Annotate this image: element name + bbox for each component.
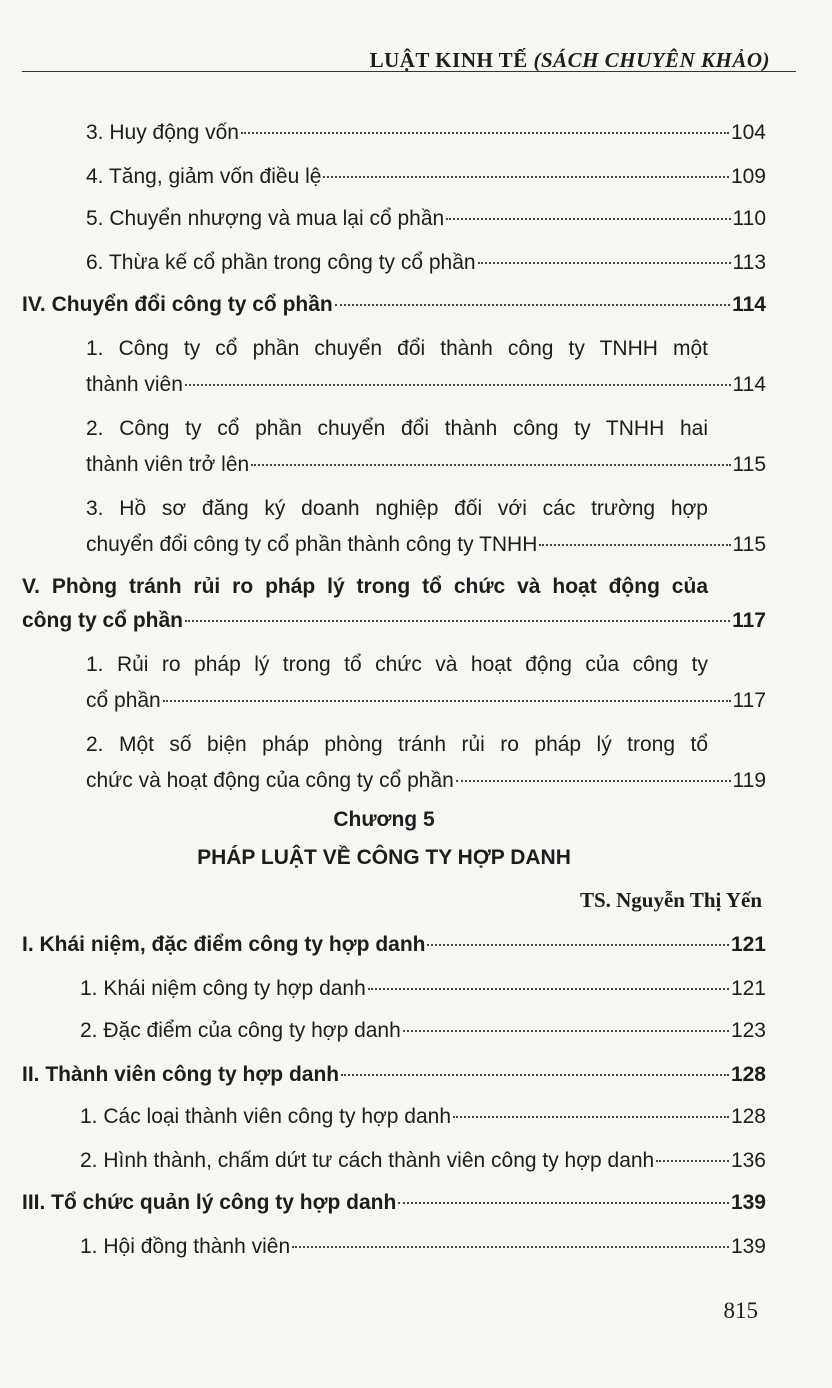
toc-section-label: IV. Chuyển đổi công ty cổ phần: [22, 293, 333, 316]
toc-section-label: I. Khái niệm, đặc điểm công ty hợp danh: [22, 933, 426, 956]
toc-entry-label: 2. Hình thành, chấm dứt tư cách thành viên công ty hợp danh: [80, 1149, 655, 1172]
toc-entry[interactable]: [86, 370, 766, 400]
toc-entry-page: 115: [732, 533, 766, 556]
leader-dots: [539, 544, 730, 546]
toc-section-ii[interactable]: [22, 1060, 766, 1090]
toc-entry[interactable]: [86, 766, 766, 796]
chapter-author: TS. Nguyễn Thị Yến: [579, 888, 762, 912]
chapter-title: PHÁP LUẬT VỀ CÔNG TY HỢP DANH: [197, 846, 571, 869]
toc-entry-label: thành viên trở lên: [86, 453, 250, 476]
toc-section-line1: V. Phòng tránh rủi ro pháp lý trong tổ chức và hoạt động của: [22, 575, 708, 598]
toc-entry-label: chức và hoạt động của công ty cổ phần: [86, 769, 454, 792]
toc-section-page: 128: [730, 1063, 766, 1086]
leader-dots: [398, 1202, 729, 1204]
leader-dots: [163, 700, 731, 702]
toc-entry-page: 113: [732, 251, 766, 274]
toc-entry-page: 114: [732, 373, 766, 396]
toc-entry[interactable]: [86, 248, 766, 278]
leader-dots: [292, 1246, 729, 1248]
book-title: LUẬT KINH TẾ: [369, 48, 528, 72]
leader-dots: [185, 384, 731, 386]
toc-entry-label: 6. Thừa kế cổ phần trong công ty cổ phần: [86, 251, 476, 274]
toc-entry-page: 136: [730, 1149, 766, 1172]
toc-entry[interactable]: [80, 974, 766, 1004]
toc-section-page: 139: [730, 1191, 766, 1214]
leader-dots: [456, 780, 731, 782]
toc-entry[interactable]: [86, 162, 766, 192]
toc-section-v[interactable]: [22, 606, 766, 636]
chapter-number: Chương 5: [333, 808, 435, 831]
toc-entry-line1: 1. Rủi ro pháp lý trong tổ chức và hoạt động của công ty: [86, 653, 708, 676]
toc-entry[interactable]: [86, 686, 766, 716]
toc-entry-label: 5. Chuyển nhượng và mua lại cổ phần: [86, 207, 445, 230]
leader-dots: [656, 1160, 729, 1162]
leader-dots: [251, 464, 730, 466]
toc-entry[interactable]: [86, 530, 766, 560]
toc-entry-page: 121: [730, 977, 766, 1000]
toc-entry-line1: 1. Công ty cổ phần chuyển đổi thành công ty TNHH một: [86, 337, 708, 360]
toc-section-i[interactable]: [22, 930, 766, 960]
toc-entry-label: cổ phần: [86, 689, 161, 712]
toc-entry[interactable]: [80, 1232, 766, 1262]
toc-section-label: công ty cổ phần: [22, 609, 184, 632]
toc-section-iv[interactable]: [22, 290, 766, 320]
toc-section-page: 121: [730, 933, 766, 956]
toc-entry-page: 104: [730, 121, 766, 144]
toc-entry-label: 1. Các loại thành viên công ty hợp danh: [80, 1105, 452, 1128]
toc-entry-page: 119: [732, 769, 766, 792]
toc-section-iii[interactable]: [22, 1188, 766, 1218]
toc-entry-label: 1. Hội đồng thành viên: [80, 1235, 291, 1258]
leader-dots: [368, 988, 729, 990]
toc-entry[interactable]: [80, 1016, 766, 1046]
toc-entry-page: 109: [730, 165, 766, 188]
toc-entry-label: 1. Khái niệm công ty hợp danh: [80, 977, 366, 1000]
toc-entry-line1: 2. Công ty cổ phần chuyển đổi thành công ty TNHH hai: [86, 417, 708, 440]
leader-dots: [446, 218, 730, 220]
toc-entry[interactable]: [80, 1102, 766, 1132]
toc-entry-line1: 2. Một số biện pháp phòng tránh rủi ro pháp lý trong tổ: [86, 733, 708, 756]
toc-entry[interactable]: [86, 118, 766, 148]
toc-entry-label: 2. Đặc điểm của công ty hợp danh: [80, 1019, 401, 1042]
leader-dots: [453, 1116, 729, 1118]
toc-entry[interactable]: [86, 450, 766, 480]
toc-entry[interactable]: [80, 1146, 766, 1176]
toc-section-page: 117: [732, 609, 766, 632]
leader-dots: [341, 1074, 729, 1076]
leader-dots: [323, 176, 729, 178]
toc-entry-page: 115: [732, 453, 766, 476]
toc-section-page: 114: [732, 293, 766, 316]
leader-dots: [427, 944, 728, 946]
leader-dots: [241, 132, 729, 134]
toc-entry-label: 3. Huy động vốn: [86, 121, 239, 144]
page-number: 815: [723, 1298, 758, 1323]
toc-entry-label: 4. Tăng, giảm vốn điều lệ: [86, 165, 322, 188]
toc-section-label: II. Thành viên công ty hợp danh: [22, 1063, 340, 1086]
toc-entry-page: 110: [732, 207, 766, 230]
toc-entry-page: 128: [730, 1105, 766, 1128]
leader-dots: [403, 1030, 729, 1032]
toc-entry-page: 123: [730, 1019, 766, 1042]
toc-entry-page: 117: [732, 689, 766, 712]
leader-dots: [478, 262, 731, 264]
book-subtitle: (SÁCH CHUYÊN KHẢO): [533, 48, 770, 72]
toc-entry-label: chuyển đổi công ty cổ phần thành công ty TNHH: [86, 533, 538, 556]
leader-dots: [335, 304, 730, 306]
leader-dots: [185, 620, 730, 622]
toc-entry[interactable]: [86, 204, 766, 234]
toc-entry-line1: 3. Hồ sơ đăng ký doanh nghiệp đối với các trường hợp: [86, 497, 708, 520]
toc-section-label: III. Tổ chức quản lý công ty hợp danh: [22, 1191, 397, 1214]
toc-entry-label: thành viên: [86, 373, 183, 396]
toc-entry-page: 139: [730, 1235, 766, 1258]
